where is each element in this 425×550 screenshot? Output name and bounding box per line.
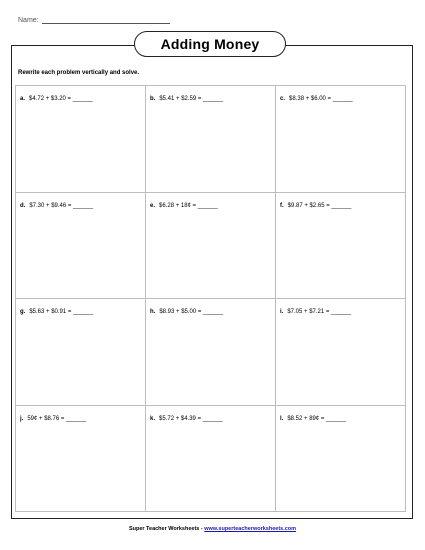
footer-separator: - (199, 526, 205, 532)
problem-expression: $8.93 + $5.00 = ______ (159, 309, 224, 315)
problem-expression: $6.28 + 18¢ = ______ (159, 202, 218, 209)
problem-cell (276, 406, 406, 513)
problem-letter: h. (150, 309, 156, 315)
instructions: Rewrite each problem vertically and solve. (18, 70, 140, 76)
problem-expression: $7.30 + $9.46 = ______ (29, 202, 94, 209)
problem-expression: $5.41 + $2.59 = ______ (159, 96, 224, 102)
name-field (18, 16, 170, 24)
problem-letter: c. (280, 96, 286, 102)
problem-expression: $5.63 + $0.91 = ______ (29, 309, 94, 315)
problem-cell (146, 193, 276, 300)
problem-grid (15, 85, 406, 512)
problem-expression: $7.05 + $7.21 = ______ (287, 309, 352, 315)
worksheet-title: Adding Money (134, 31, 286, 57)
problem-letter: g. (20, 309, 26, 315)
problem-letter: j. (20, 415, 24, 422)
problem-cell (146, 86, 276, 193)
problem-letter: k. (150, 415, 156, 422)
problem-letter: b. (150, 96, 156, 102)
problem-letter: l. (280, 415, 284, 422)
problem-cell (16, 406, 146, 513)
name-line (42, 16, 170, 24)
problem-expression: $8.38 + $6.00 = ______ (289, 96, 353, 102)
footer-url-link[interactable]: www.superteacherworksheets.com (204, 526, 297, 532)
problem-cell (16, 86, 146, 193)
problem-letter: e. (150, 202, 156, 209)
problem-cell (146, 299, 276, 406)
problem-cell (16, 299, 146, 406)
problem-letter: d. (20, 202, 26, 209)
problem-letter: i. (280, 309, 284, 315)
problem-expression: $4.72 + $3.20 = ______ (29, 96, 93, 102)
problem-expression: $9.87 + $2.65 = ______ (287, 202, 352, 209)
problem-cell (276, 299, 406, 406)
problem-expression: 59¢ + $8.76 = ______ (27, 415, 87, 422)
name-label: Name: (18, 17, 39, 24)
footer-brand: Super Teacher Worksheets (128, 526, 200, 532)
problem-expression: $8.52 + 89¢ = ______ (287, 415, 347, 422)
problem-cell (276, 86, 406, 193)
problem-expression: $5.72 + $4.39 = ______ (159, 415, 223, 422)
footer (0, 526, 425, 532)
problem-cell (146, 406, 276, 513)
problem-letter: f. (280, 202, 284, 209)
problem-letter: a. (20, 96, 26, 102)
problem-cell (276, 193, 406, 300)
problem-cell (16, 193, 146, 300)
